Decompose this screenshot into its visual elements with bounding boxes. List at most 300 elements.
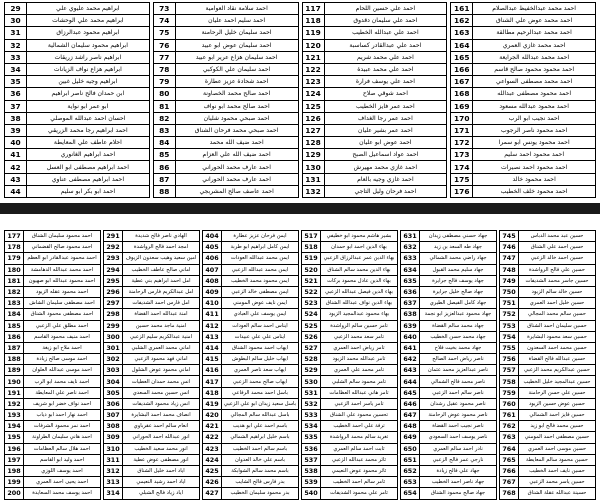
sequence-number-cell: 34 bbox=[5, 63, 27, 75]
person-name-cell: احمد ضيف الله علي العزام bbox=[175, 149, 298, 161]
sequence-number-cell: 534 bbox=[302, 421, 321, 432]
table-row bbox=[203, 342, 299, 353]
sequence-number-cell: 35 bbox=[5, 76, 27, 88]
table-row bbox=[401, 365, 497, 376]
person-name-cell: احمد علي عبدالله الخطيب bbox=[324, 27, 447, 39]
person-name-cell: احمد محمد عبدالرحيم مطالقة bbox=[473, 27, 596, 39]
table-row bbox=[153, 27, 298, 39]
sequence-number-cell: 36 bbox=[5, 88, 27, 100]
table-row bbox=[104, 275, 200, 286]
person-name-cell: ثامر سالم احمد الخطيب bbox=[321, 477, 398, 488]
sequence-number-cell: 37 bbox=[5, 100, 27, 112]
names-table bbox=[302, 2, 448, 198]
person-name-cell: امل عبدالكريم فارس الرحامنة bbox=[123, 286, 200, 297]
table-row bbox=[401, 242, 497, 253]
person-name-cell: حسين عبدالله فالح القضاة bbox=[519, 354, 596, 365]
table-row bbox=[500, 342, 596, 353]
person-name-cell: باسم احمد علي ابو هديب bbox=[222, 421, 299, 432]
sequence-number-cell: 520 bbox=[302, 264, 321, 275]
sequence-number-cell: 293 bbox=[104, 253, 123, 264]
table-row bbox=[500, 465, 596, 476]
table-row bbox=[302, 100, 447, 112]
sequence-number-cell: 127 bbox=[302, 124, 324, 136]
sequence-number-cell: 77 bbox=[153, 51, 175, 63]
sequence-number-cell: 525 bbox=[302, 320, 321, 331]
table-row bbox=[203, 443, 299, 454]
sequence-number-cell: 78 bbox=[153, 63, 175, 75]
person-name-cell: ايمن يوسف علي العبادي bbox=[222, 309, 299, 320]
sequence-number-cell: 522 bbox=[302, 286, 321, 297]
table-row bbox=[203, 488, 299, 499]
sequence-number-cell: 177 bbox=[5, 231, 24, 242]
table-row bbox=[302, 354, 398, 365]
person-name-cell: بدر فارس فالح الشايب bbox=[222, 477, 299, 488]
person-name-cell: ناصر نجيب احمد القضاة bbox=[420, 421, 497, 432]
table-row bbox=[302, 477, 398, 488]
table-row bbox=[104, 320, 200, 331]
person-name-cell: بهاء الدين فيصل عبدالله الزعبي bbox=[321, 286, 398, 297]
sequence-number-cell: 189 bbox=[5, 365, 24, 376]
table-row bbox=[500, 477, 596, 488]
person-name-cell: انس حسين محمد السعدي bbox=[123, 387, 200, 398]
person-name-cell: امجد احمد فالح الرواشدة bbox=[123, 242, 200, 253]
table-row bbox=[203, 465, 299, 476]
table-row bbox=[401, 443, 497, 454]
sequence-number-cell: 299 bbox=[104, 320, 123, 331]
person-name-cell: احمد محمود يونس ابو سمرا bbox=[473, 137, 596, 149]
table-row bbox=[5, 454, 101, 465]
person-name-cell: حسين ياسر محمد الزعبي bbox=[519, 477, 596, 488]
person-name-cell: انس زياد محمود الشديفات bbox=[123, 398, 200, 409]
table-row bbox=[451, 76, 596, 88]
bottom-names-block bbox=[0, 228, 600, 498]
table-row bbox=[500, 365, 596, 376]
sequence-number-cell: 407 bbox=[203, 264, 222, 275]
person-name-cell: احمد محمود عبدالله ابو صهيون bbox=[24, 275, 101, 286]
sequence-number-cell: 79 bbox=[153, 76, 175, 88]
sequence-number-cell: 171 bbox=[451, 124, 473, 136]
sequence-number-cell: 651 bbox=[401, 454, 420, 465]
table-row bbox=[401, 264, 497, 275]
table-row bbox=[5, 286, 101, 297]
table-row bbox=[5, 112, 150, 124]
person-name-cell: جهاد صالح خليل جرايرة bbox=[420, 286, 497, 297]
table-row bbox=[153, 51, 298, 63]
person-name-cell: ترفة علي احمد الخطيب bbox=[321, 421, 398, 432]
person-name-cell: ثائر محمود عوض النعيمي bbox=[321, 465, 398, 476]
person-name-cell: حسين عبدالكريم محمد الزعبي bbox=[519, 365, 596, 376]
sequence-number-cell: 642 bbox=[401, 354, 420, 365]
sequence-number-cell: 529 bbox=[302, 365, 321, 376]
names-table bbox=[202, 230, 299, 500]
sequence-number-cell: 176 bbox=[451, 185, 473, 197]
person-name-cell: احمد نجيب ابو الرب bbox=[473, 112, 596, 124]
person-name-cell: بدر محمود سليمان الخطيب bbox=[222, 488, 299, 499]
person-name-cell: احمد يوسف محمد السعايدة bbox=[24, 488, 101, 499]
sequence-number-cell: 130 bbox=[302, 161, 324, 173]
person-name-cell: احمد ابراهيم رجا محمد الزريقي bbox=[27, 124, 150, 136]
sequence-number-cell: 193 bbox=[5, 410, 24, 421]
sequence-number-cell: 200 bbox=[5, 488, 24, 499]
table-row bbox=[401, 376, 497, 387]
person-name-cell: احمد فرحان وليل التاجي bbox=[324, 185, 447, 197]
person-name-cell: ناصر عبدالعزيز محمد عثمان bbox=[420, 365, 497, 376]
bottom-column-6 bbox=[499, 230, 596, 500]
sequence-number-cell: 526 bbox=[302, 331, 321, 342]
sequence-number-cell: 759 bbox=[500, 387, 519, 398]
table-row bbox=[104, 432, 200, 443]
section-divider-bar bbox=[0, 203, 600, 214]
person-name-cell: احمد غازي محمد مهيرش bbox=[324, 161, 447, 173]
table-row bbox=[104, 477, 200, 488]
sequence-number-cell: 199 bbox=[5, 477, 24, 488]
sequence-number-cell: 767 bbox=[500, 477, 519, 488]
person-name-cell: ناصر يوسف احمد السعودي bbox=[420, 432, 497, 443]
table-row bbox=[5, 161, 150, 173]
person-name-cell: احمد محمد عبدالخفيظ عبدالصلام bbox=[473, 3, 596, 15]
person-name-cell: جهاد ناصر احمد الخطيب bbox=[420, 477, 497, 488]
table-row bbox=[5, 88, 150, 100]
person-name-cell: احمد عوض ابو عليان bbox=[324, 137, 447, 149]
sequence-number-cell: 191 bbox=[5, 387, 24, 398]
person-name-cell: ايمن محمود محمد الخطيب bbox=[222, 275, 299, 286]
sequence-number-cell: 44 bbox=[5, 185, 27, 197]
person-name-cell: امنية عبدالكريم سليم الزعبي bbox=[123, 331, 200, 342]
table-row bbox=[153, 39, 298, 51]
sequence-number-cell: 410 bbox=[203, 298, 222, 309]
person-name-cell: جهاد علي فالح زيادة bbox=[420, 465, 497, 476]
person-name-cell: احمد محمود ناصر الرجوب bbox=[473, 124, 596, 136]
person-name-cell: ايمن فرحان عزيز عطارة bbox=[222, 231, 299, 242]
person-name-cell: الهادي ناصر فالح شديدة bbox=[123, 231, 200, 242]
sequence-number-cell: 757 bbox=[500, 365, 519, 376]
table-row bbox=[203, 477, 299, 488]
table-row bbox=[104, 488, 200, 499]
person-name-cell: باسل احمد محمد الرفاعي bbox=[222, 387, 299, 398]
sequence-number-cell: 190 bbox=[5, 376, 24, 387]
person-name-cell: تحسين محمود علي الشناق bbox=[321, 410, 398, 421]
sequence-number-cell: 633 bbox=[401, 253, 420, 264]
table-row bbox=[401, 387, 497, 398]
table-row bbox=[302, 320, 398, 331]
sequence-number-cell: 412 bbox=[203, 320, 222, 331]
person-name-cell: بهاء الدين نواف عبدالله الشناق bbox=[321, 298, 398, 309]
sequence-number-cell: 124 bbox=[302, 88, 324, 100]
sequence-number-cell: 524 bbox=[302, 309, 321, 320]
table-row bbox=[401, 331, 497, 342]
sequence-number-cell: 309 bbox=[104, 432, 123, 443]
sequence-number-cell: 311 bbox=[104, 454, 123, 465]
table-row bbox=[500, 286, 596, 297]
person-name-cell: احمد عمر بشير عليان bbox=[324, 124, 447, 136]
table-row bbox=[302, 309, 398, 320]
sequence-number-cell: 42 bbox=[5, 161, 27, 173]
person-name-cell: ابراهيم وجيه خليل غبين bbox=[27, 76, 150, 88]
sequence-number-cell: 300 bbox=[104, 331, 123, 342]
person-name-cell: ابو عمر ابو نواية bbox=[27, 100, 150, 112]
sequence-number-cell: 38 bbox=[5, 112, 27, 124]
sequence-number-cell: 84 bbox=[153, 137, 175, 149]
sequence-number-cell: 634 bbox=[401, 264, 420, 275]
person-name-cell: ثائر محمد عبدالله الزعبي bbox=[321, 454, 398, 465]
person-name-cell: نارجي عمر فالح الزعبي bbox=[420, 454, 497, 465]
person-name-cell: ايناس علي علي عبيدات bbox=[222, 331, 299, 342]
table-row bbox=[302, 432, 398, 443]
sequence-number-cell: 405 bbox=[203, 242, 222, 253]
table-row bbox=[302, 410, 398, 421]
table-row bbox=[302, 421, 398, 432]
sequence-number-cell: 32 bbox=[5, 39, 27, 51]
table-row bbox=[302, 76, 447, 88]
table-row bbox=[5, 3, 150, 15]
person-name-cell: احلام عاطف علي المعايطة bbox=[27, 137, 150, 149]
sequence-number-cell: 29 bbox=[5, 3, 27, 15]
person-name-cell: ثامر علي محمود الشديفات bbox=[321, 488, 398, 499]
sequence-number-cell: 427 bbox=[203, 488, 222, 499]
table-row bbox=[104, 387, 200, 398]
sequence-number-cell: 523 bbox=[302, 298, 321, 309]
table-row bbox=[302, 286, 398, 297]
person-name-cell: احمد عارف محمد الحوراني bbox=[175, 173, 298, 185]
table-row bbox=[203, 298, 299, 309]
person-name-cell: تامر محمد علي العمري bbox=[321, 365, 398, 376]
table-row bbox=[5, 432, 101, 443]
person-name-cell: ايهاب صالح محمد الزعبي bbox=[222, 376, 299, 387]
sequence-number-cell: 745 bbox=[500, 231, 519, 242]
person-name-cell: احمد صبحي محمد فرحان الشناق bbox=[175, 124, 298, 136]
sequence-number-cell: 645 bbox=[401, 387, 420, 398]
bottom-column-2 bbox=[103, 230, 200, 500]
sequence-number-cell: 119 bbox=[302, 27, 324, 39]
table-row bbox=[500, 432, 596, 443]
table-row bbox=[5, 488, 101, 499]
sequence-number-cell: 527 bbox=[302, 342, 321, 353]
table-row bbox=[104, 342, 200, 353]
sequence-number-cell: 312 bbox=[104, 465, 123, 476]
person-name-cell: احمد شحادة عزيز عطارة bbox=[175, 76, 298, 88]
person-name-cell: ايمن نايف عوض المومني bbox=[222, 298, 299, 309]
person-name-cell: احمد محمد عبدالله الجرايعة bbox=[473, 51, 596, 63]
top-column-3 bbox=[302, 2, 448, 198]
sequence-number-cell: 131 bbox=[302, 173, 324, 185]
names-table bbox=[4, 2, 150, 198]
person-name-cell: ايمن مصطفى خالد الزعبي bbox=[222, 286, 299, 297]
table-row bbox=[5, 275, 101, 286]
sequence-number-cell: 519 bbox=[302, 253, 321, 264]
sequence-number-cell: 303 bbox=[104, 365, 123, 376]
person-name-cell: اماني محمد العمري الشلبي bbox=[123, 342, 200, 353]
person-name-cell: ابراهيم محمد عليوي علي bbox=[27, 3, 150, 15]
person-name-cell: احمد موسى عبدالله العلوان bbox=[24, 365, 101, 376]
sequence-number-cell: 647 bbox=[401, 410, 420, 421]
sequence-number-cell: 167 bbox=[451, 76, 473, 88]
person-name-cell: احمد محمود خلف الخطيب bbox=[473, 185, 596, 197]
person-name-cell: ناصر سالم احمد الزعبي bbox=[420, 387, 497, 398]
person-name-cell: احمد موسى صالح زيادة bbox=[24, 354, 101, 365]
table-row bbox=[302, 253, 398, 264]
names-table bbox=[301, 230, 398, 500]
table-row bbox=[302, 443, 398, 454]
person-name-cell: حسين خالد سالم الزيود bbox=[519, 286, 596, 297]
sequence-number-cell: 297 bbox=[104, 298, 123, 309]
person-name-cell: ثابت احمد سالم العمري bbox=[321, 443, 398, 454]
table-row bbox=[302, 454, 398, 465]
person-name-cell: احمد ابراهيم مصطفى عناوي bbox=[27, 173, 150, 185]
table-row bbox=[401, 477, 497, 488]
person-name-cell: حسين خليل احمد العمري bbox=[519, 298, 596, 309]
table-row bbox=[401, 465, 497, 476]
sequence-number-cell: 536 bbox=[302, 443, 321, 454]
sequence-number-cell: 416 bbox=[203, 365, 222, 376]
person-name-cell: احمد هاني سليمان الطراونة bbox=[24, 432, 101, 443]
person-name-cell: اماني محمود عوض الشلول bbox=[123, 365, 200, 376]
person-name-cell: احمد وليد ابو القاسم bbox=[24, 454, 101, 465]
table-row bbox=[302, 365, 398, 376]
sequence-number-cell: 186 bbox=[5, 331, 24, 342]
sequence-number-cell: 417 bbox=[203, 376, 222, 387]
person-name-cell: احمد عمر رجا الغداف bbox=[324, 112, 447, 124]
table-row bbox=[153, 88, 298, 100]
person-name-cell: جهاد حسني مصطفى زيدان bbox=[420, 231, 497, 242]
sequence-number-cell: 187 bbox=[5, 342, 24, 353]
person-name-cell: جهاد صالح محمود الشناق bbox=[420, 488, 497, 499]
person-name-cell: احمد علي عبدالقادر كساسبة bbox=[324, 39, 447, 51]
table-row bbox=[104, 242, 200, 253]
table-row bbox=[203, 264, 299, 275]
sequence-number-cell: 408 bbox=[203, 275, 222, 286]
sequence-number-cell: 537 bbox=[302, 454, 321, 465]
table-row bbox=[5, 264, 101, 275]
table-row bbox=[302, 387, 398, 398]
person-name-cell: حسين عبدالمجيد خليل الخطيب bbox=[519, 376, 596, 387]
table-row bbox=[500, 443, 596, 454]
table-row bbox=[5, 15, 150, 27]
person-name-cell: احسان احمد عبدالله الموصلي bbox=[27, 112, 150, 124]
sequence-number-cell: 128 bbox=[302, 137, 324, 149]
sequence-number-cell: 129 bbox=[302, 149, 324, 161]
table-row bbox=[203, 354, 299, 365]
sequence-number-cell: 291 bbox=[104, 231, 123, 242]
sequence-number-cell: 415 bbox=[203, 354, 222, 365]
sequence-number-cell: 194 bbox=[5, 421, 24, 432]
table-row bbox=[451, 27, 596, 39]
table-row bbox=[5, 253, 101, 264]
sequence-number-cell: 192 bbox=[5, 398, 24, 409]
table-row bbox=[5, 27, 150, 39]
sequence-number-cell: 422 bbox=[203, 432, 222, 443]
sequence-number-cell: 521 bbox=[302, 275, 321, 286]
person-name-cell: انور عبدالله احمد الحوراني bbox=[123, 432, 200, 443]
sequence-number-cell: 535 bbox=[302, 432, 321, 443]
bottom-column-5 bbox=[400, 230, 497, 500]
table-row bbox=[451, 63, 596, 75]
table-row bbox=[302, 264, 398, 275]
sequence-number-cell: 302 bbox=[104, 354, 123, 365]
sequence-number-cell: 30 bbox=[5, 15, 27, 27]
sequence-number-cell: 188 bbox=[5, 354, 24, 365]
sequence-number-cell: 195 bbox=[5, 432, 24, 443]
sequence-number-cell: 762 bbox=[500, 421, 519, 432]
person-name-cell: نادر احمد سالم العمري bbox=[420, 443, 497, 454]
sequence-number-cell: 748 bbox=[500, 264, 519, 275]
sequence-number-cell: 760 bbox=[500, 398, 519, 409]
person-name-cell: جهاد يوسف فالح جرايرة bbox=[420, 275, 497, 286]
person-name-cell: بهاء الدين عمر عبدالرزاق الزعبي bbox=[321, 253, 398, 264]
sequence-number-cell: 76 bbox=[153, 39, 175, 51]
table-row bbox=[104, 398, 200, 409]
table-row bbox=[500, 264, 596, 275]
person-name-cell: اياد زياد فالح الشبلي bbox=[123, 488, 200, 499]
table-row bbox=[302, 398, 398, 409]
sequence-number-cell: 533 bbox=[302, 410, 321, 421]
table-row bbox=[401, 320, 497, 331]
sequence-number-cell: 643 bbox=[401, 365, 420, 376]
sequence-number-cell: 178 bbox=[5, 242, 24, 253]
table-row bbox=[5, 365, 101, 376]
person-name-cell: بهاء الدين احمد ابو حمدان bbox=[321, 242, 398, 253]
person-name-cell: تغريد سالم محمد الرواشدة bbox=[321, 432, 398, 443]
table-row bbox=[401, 342, 497, 353]
sequence-number-cell: 648 bbox=[401, 421, 420, 432]
sequence-number-cell: 518 bbox=[302, 242, 321, 253]
person-name-cell: حسين عبد محمد الدباس bbox=[519, 231, 596, 242]
table-row bbox=[302, 342, 398, 353]
person-name-cell: احمد عارف محمد الحوراني bbox=[175, 161, 298, 173]
person-name-cell: احمد محمود محمود صالح قاسم bbox=[473, 63, 596, 75]
table-row bbox=[104, 331, 200, 342]
table-row bbox=[451, 137, 596, 149]
table-row bbox=[5, 149, 150, 161]
person-name-cell: احمد صالح محمد الخصاونة bbox=[175, 88, 298, 100]
table-row bbox=[104, 354, 200, 365]
table-row bbox=[401, 286, 497, 297]
person-name-cell: حسين علي حسن الرحامنة bbox=[519, 387, 596, 398]
sequence-number-cell: 758 bbox=[500, 376, 519, 387]
sequence-number-cell: 174 bbox=[451, 161, 473, 173]
person-name-cell: احمد عاصف صالح المشربجي bbox=[175, 185, 298, 197]
table-row bbox=[5, 465, 101, 476]
person-name-cell: احمد محمود عقله الزيود bbox=[24, 286, 101, 297]
person-name-cell: حسين احمد علي الشناق bbox=[519, 242, 596, 253]
table-row bbox=[302, 161, 447, 173]
table-row bbox=[500, 275, 596, 286]
table-row bbox=[5, 309, 101, 320]
sequence-number-cell: 162 bbox=[451, 15, 473, 27]
sequence-number-cell: 308 bbox=[104, 421, 123, 432]
person-name-cell: ايهاب خليل سالم البطوش bbox=[222, 354, 299, 365]
person-name-cell: احمد نهار احمد ابو ذياب bbox=[24, 410, 101, 421]
sequence-number-cell: 644 bbox=[401, 376, 420, 387]
person-name-cell: حسين محمد احمد السعدون bbox=[519, 342, 596, 353]
table-row bbox=[104, 465, 200, 476]
table-row bbox=[104, 410, 200, 421]
table-row bbox=[500, 331, 596, 342]
sequence-number-cell: 161 bbox=[451, 3, 473, 15]
table-row bbox=[401, 421, 497, 432]
table-row bbox=[302, 149, 447, 161]
names-table bbox=[499, 230, 596, 500]
person-name-cell: ابراهيم محمد علي الوحشات bbox=[27, 15, 150, 27]
sequence-number-cell: 766 bbox=[500, 465, 519, 476]
person-name-cell: باسم خليل ابراهيم الشمالي bbox=[222, 432, 299, 443]
person-name-cell: احمد مصطفى محمود الشناق bbox=[24, 309, 101, 320]
person-name-cell: جهاد كامل الفيصل الطيري bbox=[420, 298, 497, 309]
person-name-cell: احمد سليمان خليل الرحامنة bbox=[175, 27, 298, 39]
person-name-cell: حسين موسى احمد العمري bbox=[519, 443, 596, 454]
table-row bbox=[500, 376, 596, 387]
table-row bbox=[5, 100, 150, 112]
table-row bbox=[203, 286, 299, 297]
